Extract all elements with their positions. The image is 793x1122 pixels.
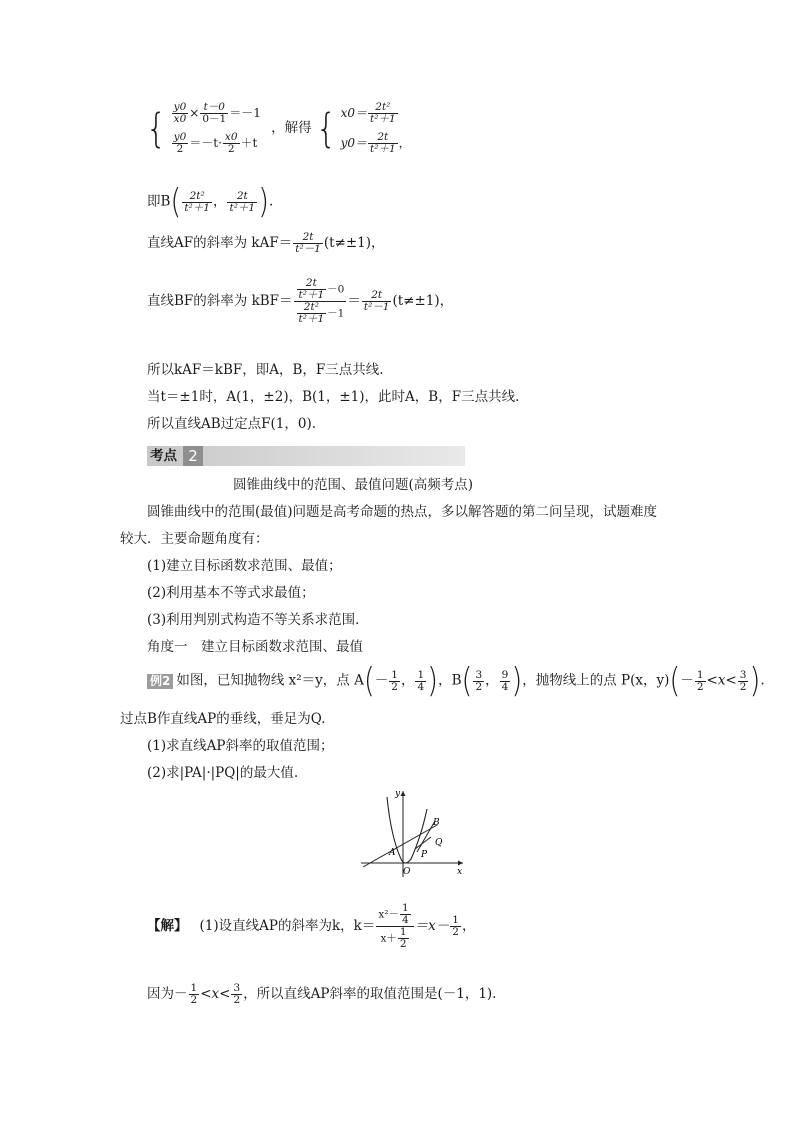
angle-item-3: (3)利用判别式构造不等关系求范围． <box>147 612 369 628</box>
frac-den: 2 <box>739 680 747 693</box>
frac-num: 1 <box>696 668 704 681</box>
y-axis-label: y <box>395 789 401 799</box>
frac-num: 3 <box>475 668 483 681</box>
conclusion-line <box>147 983 496 1006</box>
slope-bf-tail: (t≠±1)， <box>392 293 454 309</box>
angle-item-2: (2)利用基本不等式求最值； <box>147 585 315 601</box>
point-p-label: P <box>421 850 428 860</box>
frac-num: 2t² <box>368 102 398 114</box>
kaodian-number: 2 <box>183 446 203 466</box>
frac-num: 1 <box>399 926 407 938</box>
solution-lhs: x0＝ <box>340 106 368 120</box>
kaodian-label: 考点 <box>150 448 177 464</box>
numerator-tail: －0 <box>327 283 345 296</box>
point-a-label: A <box>389 848 396 858</box>
frac-num: t－0 <box>200 102 228 114</box>
solution-lhs: y0＝ <box>340 136 368 150</box>
point-b-prefix: 即B <box>147 193 171 210</box>
system-line-1: $\frac{y0}{x0}$ × $\frac{t-0}{0-1}$ ＝－1 <box>173 101 261 125</box>
frac-num: 2t <box>293 232 323 244</box>
frac-den: 4 <box>401 914 409 926</box>
frac-num: 3 <box>739 668 747 681</box>
example-line-1: 例2 如图，已知抛物线 x²＝y，点 A(－ $\frac{1}{2}$ ， $\frac{1}{4}$ )，B( $\frac{3}{2}$ ， $\frac{9}{4}$ )，抛物线上的点 P(x，y)(－ $\frac{1}{2}$ <x< $\frac{3}{2}$ ). <box>147 667 765 695</box>
frac-den: 2 <box>233 994 241 1006</box>
right-paren: ) <box>511 660 523 701</box>
frac-num: 2t² <box>297 302 327 314</box>
frac-den: t²＋1 <box>184 201 210 214</box>
equals: ＝ <box>347 293 361 309</box>
frac-num: 1 <box>190 982 198 994</box>
angle-one-heading: 角度一 建立目标函数求范围、最值 <box>147 639 363 655</box>
question-2: (2)求|PA|·|PQ|的最大值. <box>147 765 299 781</box>
collinear-line: 所以kAF＝kBF，即A，B，F三点共线. <box>147 362 384 378</box>
frac-num: 2t <box>368 132 398 144</box>
frac-den: 2 <box>190 994 198 1006</box>
frac-den: t²－1 <box>363 301 390 313</box>
frac-num: 1 <box>401 902 409 914</box>
frac-den: 2 <box>696 680 704 693</box>
fixed-point-line: 所以直线AB过定点F(1，0). <box>147 416 317 432</box>
comma: ， <box>461 918 476 934</box>
point-q-label: Q <box>435 838 443 848</box>
frac-num: 2t <box>297 278 327 290</box>
sign: － <box>680 672 694 689</box>
separator: ， <box>212 193 227 210</box>
frac-den: t²＋1 <box>370 113 396 125</box>
frac-num: 3 <box>233 982 241 994</box>
frac-den: 4 <box>501 680 509 693</box>
origin-label: O <box>403 867 411 877</box>
x-axis-arrow <box>458 861 463 866</box>
right-brace: { <box>315 104 337 152</box>
parabola-figure <box>355 785 467 880</box>
frac-den: 2 <box>452 926 459 938</box>
frac-den: 2 <box>399 938 407 950</box>
frac-den: t²－1 <box>295 243 321 255</box>
intro-line-1: 圆锥曲线中的范围(最值)问题是高考命题的热点，多以解答题的第二问呈现，试题难度 <box>147 504 658 520</box>
right-paren: ) <box>258 181 270 222</box>
frac-num: 2t² <box>182 191 212 203</box>
equation-rhs: ＋t <box>240 136 258 150</box>
conclusion-text: ，所以直线AP斜率的取值范围是(－1，1). <box>243 986 497 1002</box>
slope-af-tail: (t≠±1)， <box>323 235 385 251</box>
frac-num: x0 <box>224 131 238 143</box>
line-ab <box>363 825 437 867</box>
example-text: ，抛物线上的点 P(x，y) <box>522 672 670 689</box>
denominator-tail: －1 <box>327 307 345 320</box>
example-badge: 例2 <box>147 674 173 689</box>
equation-system <box>146 98 411 158</box>
system-line-2 <box>171 128 261 158</box>
equation-rhs: ＝－1 <box>229 106 261 120</box>
frac-num: 1 <box>452 914 459 926</box>
frac-den: 2 <box>227 143 235 155</box>
frac-num: 9 <box>501 668 509 681</box>
equation-mid: ＝－t· <box>189 136 222 150</box>
point-b-line <box>147 181 274 222</box>
x-axis-label: x <box>457 867 463 877</box>
sign: － <box>374 672 389 689</box>
range-mid: <x< <box>200 986 231 1002</box>
example-line-2: 过点B作直线AP的垂线，垂足为Q. <box>120 711 326 727</box>
denominator-pre: x＋ <box>380 932 397 945</box>
frac-den: t²＋1 <box>229 201 256 214</box>
solution-tag: 【解】 <box>147 918 188 934</box>
left-paren: ( <box>363 660 375 701</box>
frac-den: t²＋1 <box>298 313 325 325</box>
left-paren: ( <box>170 181 182 222</box>
left-paren: ( <box>461 660 473 701</box>
slope-bf-line <box>147 278 453 325</box>
solution-line-1 <box>341 98 411 128</box>
solution-mid: ＝x－ <box>414 918 450 934</box>
example-text: 如图，已知抛物线 x²＝y，点 A <box>176 672 364 689</box>
frac-den: t²＋1 <box>370 143 396 155</box>
period: . <box>269 193 274 210</box>
frac-num: y0 <box>173 131 187 143</box>
frac-den: 2 <box>176 143 184 155</box>
slope-af-line <box>147 232 385 255</box>
solution-tail: ， <box>398 136 411 150</box>
point-b-label: B <box>433 818 440 828</box>
solve-word: ，解得 <box>271 120 312 136</box>
slope-af-text: 直线AF的斜率为 kAF＝ <box>147 235 293 251</box>
slope-bf-text: 直线BF的斜率为 kBF＝ <box>147 293 293 309</box>
right-paren: ) <box>427 660 439 701</box>
frac-den: 4 <box>417 680 425 693</box>
question-1: (1)求直线AP斜率的取值范围； <box>147 738 334 754</box>
right-paren: ) <box>749 660 761 701</box>
frac-num: 1 <box>391 668 398 681</box>
frac-den: 2 <box>475 680 483 693</box>
solution-text: (1)设直线AP的斜率为k，k＝ <box>199 918 376 934</box>
example-text: ，B <box>438 672 462 689</box>
conclusion-pre: 因为－ <box>147 986 188 1002</box>
frac-den: x0 <box>173 113 187 125</box>
frac-num: y0 <box>173 101 187 113</box>
solution-line <box>147 903 475 950</box>
left-paren: ( <box>669 660 681 701</box>
frac-num: 1 <box>417 668 425 681</box>
intro-line-2: 较大．主要命题角度有： <box>120 531 269 547</box>
range-mid: <x< <box>706 672 737 689</box>
frac-num: 2t <box>227 191 257 203</box>
frac-den: 0－1 <box>202 113 227 125</box>
y-axis-arrow <box>401 791 406 796</box>
frac-num: 2t <box>362 290 392 302</box>
period: . <box>760 672 765 689</box>
left-brace: { <box>146 104 167 152</box>
frac-den: 2 <box>391 680 398 693</box>
section-title: 圆锥曲线中的范围、最值问题(高频考点) <box>233 477 474 493</box>
angle-item-1: (1)建立目标函数求范围、最值； <box>147 558 342 574</box>
solution-line-2 <box>341 128 411 158</box>
frac-den: t²＋1 <box>298 289 325 301</box>
numerator-pre: x²－ <box>378 908 399 921</box>
special-case-line: 当t＝±1时，A(1，±2)，B(1，±1)，此时A，B，F三点共线. <box>147 389 520 405</box>
